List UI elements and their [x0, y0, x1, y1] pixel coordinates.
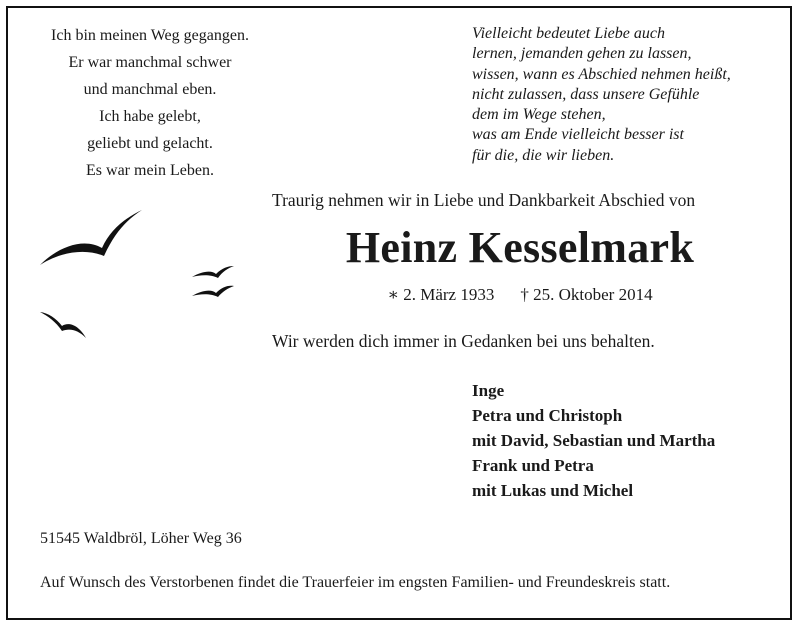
poem-right-line: lernen, jemanden gehen zu lassen,: [472, 45, 692, 63]
bird-small-icon: [192, 266, 234, 278]
poem-left-line: Es war mein Leben.: [86, 162, 214, 179]
family-member: Petra und Christoph: [472, 406, 623, 425]
family-member: mit Lukas und Michel: [472, 481, 634, 500]
poem-right-line: nicht zulassen, dass unsere Gefühle: [472, 85, 700, 103]
poem-left-line: geliebt und gelacht.: [87, 135, 213, 152]
poem-left: [18, 22, 282, 184]
poem-left-line: und manchmal eben.: [83, 81, 217, 98]
birth-star-icon: ∗: [387, 285, 399, 304]
poem-right-line: Vielleicht bedeutet Liebe auch: [472, 25, 665, 42]
family-member: mit David, Sebastian und Martha: [472, 431, 716, 450]
poem-left-line: Er war manchmal schwer: [68, 54, 232, 71]
family-list: [472, 378, 715, 503]
intro-text: Traurig nehmen wir in Liebe und Dankbarkeit Abschied von: [272, 190, 696, 210]
birth-date: 2. März 1933: [403, 285, 495, 304]
poem-right-line: was am Ende vielleicht besser ist: [472, 126, 684, 144]
death-cross-icon: †: [520, 285, 529, 304]
poem-right-line: für die, die wir lieben.: [472, 146, 615, 164]
footer-note: Auf Wunsch des Verstorbenen findet die Trauerfeier im engsten Familien- und Freundeskreis statt.: [40, 574, 671, 591]
deceased-name: Heinz Kesselmark: [345, 223, 695, 272]
poem-right: [472, 24, 782, 166]
poem-left-line: Ich habe gelebt,: [99, 108, 201, 125]
poem-right-line: dem im Wege stehen,: [472, 106, 606, 124]
family-member: Inge: [472, 381, 505, 400]
address: 51545 Waldbröl, Löher Weg 36: [40, 530, 242, 547]
bird-small-icon: [192, 286, 234, 297]
bird-medium-icon: [40, 312, 86, 338]
bird-large-icon: [40, 210, 142, 265]
poem-left-line: Ich bin meinen Weg gegangen.: [51, 27, 249, 44]
family-member: Frank und Petra: [472, 456, 594, 475]
flying-birds-icon: [30, 200, 250, 350]
life-dates: [270, 285, 770, 305]
death-date: 25. Oktober 2014: [533, 285, 653, 304]
memory-line: Wir werden dich immer in Gedanken bei uns behalten.: [272, 331, 655, 351]
poem-right-line: wissen, wann es Abschied nehmen heißt,: [472, 65, 731, 83]
